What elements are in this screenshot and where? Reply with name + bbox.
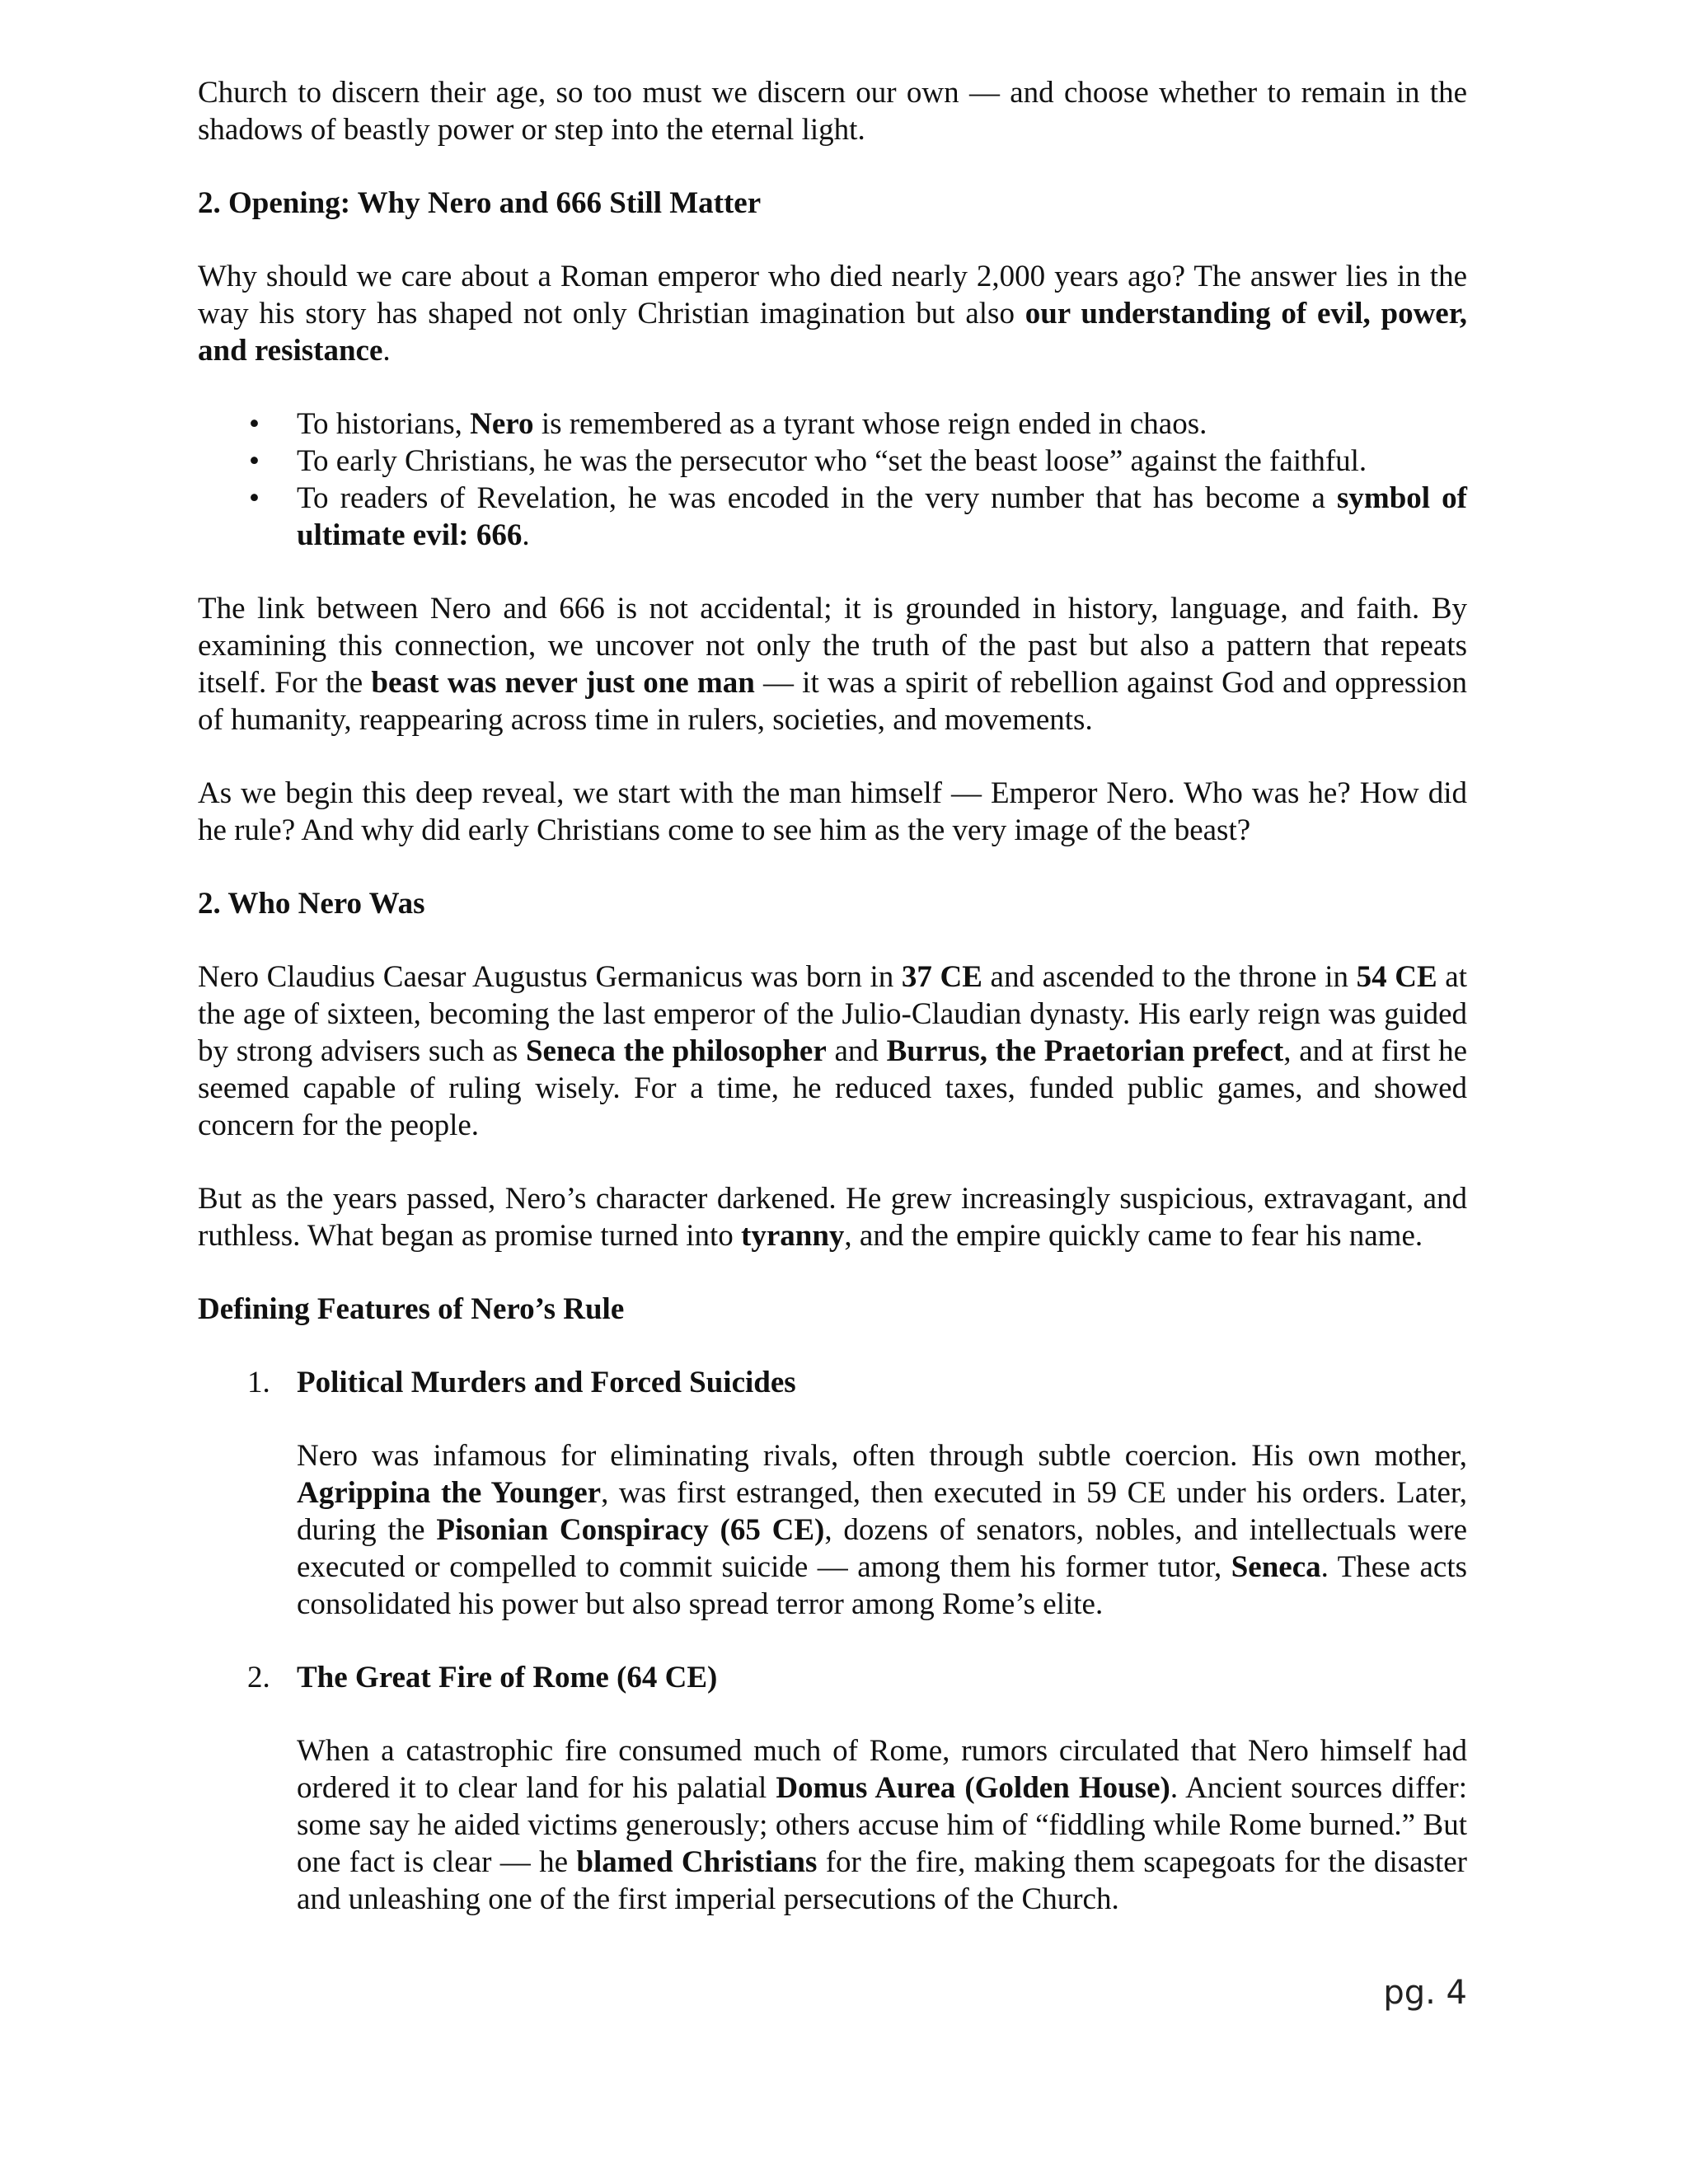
who-paragraph-1 — [198, 958, 1467, 1144]
opening-paragraph-1 — [198, 258, 1467, 369]
bold-run: Seneca the philosopher — [525, 1034, 827, 1068]
bold-run: 54 CE — [1356, 960, 1437, 994]
text-run: Nero Claudius Caesar Augustus Germanicus was born in — [198, 960, 902, 994]
bold-run: Agrippina the Younger — [297, 1476, 602, 1510]
bold-run: 37 CE — [901, 960, 982, 994]
item-number: 2. — [247, 1661, 270, 1694]
bold-run: tyranny — [741, 1219, 845, 1253]
text-run: To early Christians, he was the persecutor who “set the beast loose” against the faithful. — [297, 444, 1367, 478]
text-run: , and the empire quickly came to fear his name. — [844, 1219, 1423, 1253]
item-number: 1. — [247, 1366, 270, 1399]
text-run: is remembered as a tyrant whose reign ended in chaos. — [533, 407, 1207, 441]
text-run: . Ancient sources differ: some say he aided victims generously; others accuse him of “fiddling while Rome burned.” But one fact is clear — he — [297, 1771, 1467, 1879]
intro-text: Church to discern their age, so too must we discern our own — and choose whether to remain in the shadows of beastly power or step into the eternal light. — [198, 76, 1467, 147]
bold-run: Pisonian Conspiracy (65 CE) — [436, 1513, 825, 1547]
bold-run: blamed Christians — [576, 1845, 818, 1879]
who-paragraph-2 — [198, 1180, 1467, 1254]
text-run: To historians, — [297, 407, 471, 441]
text-run: at the age of sixteen, becoming the last emperor of the Julio-Claudian dynasty. His early reign was guided by strong advisers such as — [198, 960, 1467, 1068]
text-run: , and at first he seemed capable of ruling wisely. For a time, he reduced taxes, funded public games, and showed concern for the people. — [198, 1034, 1467, 1142]
bold-run: Domus Aurea (Golden House) — [776, 1771, 1170, 1805]
text-run: and ascended to the throne in — [982, 960, 1357, 994]
bullet-item — [198, 480, 1467, 554]
bold-run: Nero — [470, 407, 534, 441]
section-heading-defining-features: Defining Features of Nero’s Rule — [198, 1292, 625, 1326]
bullet-icon: • — [249, 407, 260, 441]
item-title: The Great Fire of Rome (64 CE) — [297, 1661, 718, 1694]
text-run: Why should we care about a Roman emperor who died nearly 2,000 years ago? The answer lies in the way his story has shaped not only Christian imagination but also — [198, 260, 1467, 330]
text-run: , was first estranged, then executed in 59 CE under his orders. Later, during the — [297, 1476, 1467, 1547]
text-run: , dozens of senators, nobles, and intellectuals were executed or compelled to commit suicide — among them his former tutor, — [297, 1513, 1467, 1584]
numbered-item-title — [198, 1659, 1467, 1696]
text-run: But as the years passed, Nero’s character darkened. He grew increasingly suspicious, extravagant, and ruthless. What began as promise turned into — [198, 1182, 1467, 1253]
document-page — [198, 74, 1467, 1954]
numbered-item-title — [198, 1364, 1467, 1401]
text-run: and — [826, 1034, 887, 1068]
text-run: . — [522, 518, 530, 552]
item-title: Political Murders and Forced Suicides — [297, 1366, 796, 1399]
section-heading-opening: 2. Opening: Why Nero and 666 Still Matter — [198, 186, 762, 220]
bullet-list — [198, 405, 1467, 554]
text-run: . These acts consolidated his power but also spread terror among Rome’s elite. — [297, 1550, 1468, 1621]
text-run: for the fire, making them scapegoats for the disaster and unleashing one of the first imperial persecutions of the Church. — [297, 1845, 1467, 1916]
opening-paragraph-3: As we begin this deep reveal, we start with the man himself — Emperor Nero. Who was he? How did he rule? And why did early Christians come to see him as the very image of the beast? — [198, 776, 1467, 847]
text-run: . — [382, 334, 391, 368]
bold-run: symbol of ultimate evil: 666 — [297, 481, 1468, 552]
text-run: To readers of Revelation, he was encoded in the very number that has become a — [297, 481, 1337, 515]
intro-paragraph — [198, 74, 1467, 148]
text-run: When a catastrophic fire consumed much of Rome, rumors circulated that Nero himself had ordered it to clear land for his palatial — [297, 1734, 1467, 1805]
text-run: Nero was infamous for eliminating rivals, often through subtle coercion. His own mother, — [297, 1439, 1467, 1473]
opening-paragraph-2 — [198, 590, 1467, 738]
text-run: The link between Nero and 666 is not accidental; it is grounded in history, language, and faith. By examining this connection, we uncover not only the truth of the past but also a pattern that repeats itself. For the — [198, 592, 1467, 700]
bold-run: our understanding of evil, power, and resistance — [198, 297, 1467, 368]
bullet-icon: • — [249, 481, 260, 515]
numbered-item-paragraph — [198, 1732, 1467, 1918]
numbered-item-paragraph — [198, 1437, 1467, 1623]
bold-run: Seneca — [1231, 1550, 1321, 1584]
bullet-item — [198, 405, 1467, 443]
bold-run: beast was never just one man — [371, 666, 755, 700]
text-run: — it was a spirit of rebellion against God and oppression of humanity, reappearing across time in rulers, societies, and movements. — [198, 666, 1467, 737]
bullet-item — [198, 443, 1467, 480]
bullet-icon: • — [249, 444, 260, 478]
section-heading-who-nero-was: 2. Who Nero Was — [198, 887, 425, 921]
page-number: pg. 4 — [1383, 1974, 1467, 2012]
bold-run: Burrus, the Praetorian prefect — [886, 1034, 1284, 1068]
